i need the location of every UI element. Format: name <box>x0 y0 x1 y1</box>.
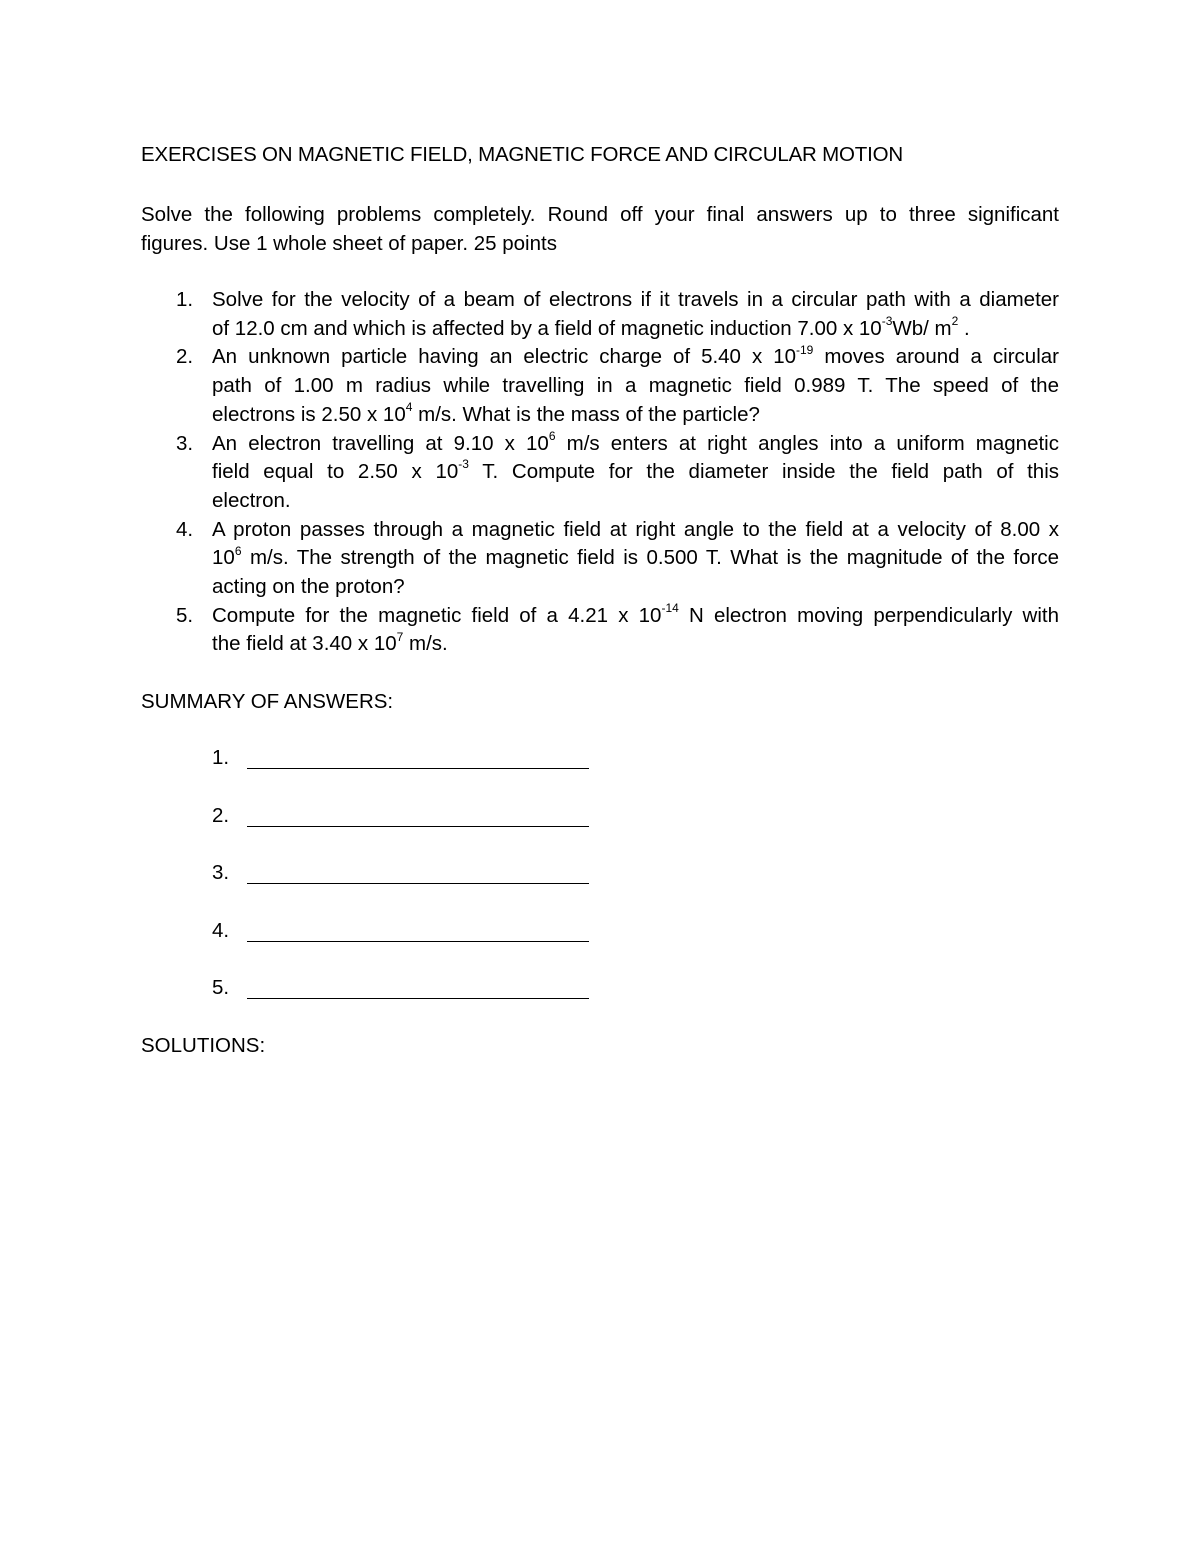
exponent: 6 <box>548 428 556 443</box>
problem-number: 4. <box>176 517 194 541</box>
problem-text: electrons is 2.50 x 10 <box>212 402 406 426</box>
problem-text-line <box>212 430 1059 459</box>
problem-text-line <box>212 544 1059 573</box>
instructions-paragraph <box>141 200 1059 258</box>
answer-blank <box>247 826 589 827</box>
problem-text: Wb/ m <box>892 316 952 340</box>
problem-text: . <box>958 316 970 340</box>
exponent: -19 <box>796 342 814 357</box>
exponent: 7 <box>396 629 404 644</box>
problem-item-1 <box>141 286 1059 343</box>
problem-text-line <box>212 401 1059 430</box>
exponent: -3 <box>458 457 469 472</box>
problem-item-2 <box>141 343 1059 429</box>
answer-number: 2. <box>212 803 230 827</box>
problem-text-line: electron. <box>212 488 291 512</box>
problem-item-5 <box>141 602 1059 659</box>
instructions-line-1: Solve the following problems completely. Round off your final answers up to three significant <box>141 203 1059 226</box>
problem-text: m/s. What is the mass of the particle? <box>412 402 760 426</box>
answer-number: 5. <box>212 976 230 999</box>
problem-text: 10 <box>212 546 235 570</box>
problem-number: 1. <box>176 288 194 311</box>
problem-item-3 <box>141 430 1059 516</box>
problem-text-line: A proton passes through a magnetic field at right angle to the field at a velocity of 8.00 x <box>212 517 1059 541</box>
answer-blank <box>247 768 589 769</box>
answer-number: 1. <box>212 746 230 769</box>
problem-text: the field at 3.40 x 10 <box>212 632 397 656</box>
problem-item-4 <box>141 516 1059 602</box>
problem-text: m/s. The strength of the magnetic field is 0.500 T. What is the magnitude of the force <box>241 546 1059 570</box>
problem-text-line <box>212 630 1059 659</box>
problem-text-line: Solve for the velocity of a beam of electrons if it travels in a circular path with a diameter <box>212 288 1059 311</box>
problem-text: m/s enters at right angles into a uniform magnetic <box>555 431 1059 455</box>
page-title: EXERCISES ON MAGNETIC FIELD, MAGNETIC FORCE AND CIRCULAR MOTION <box>141 143 903 166</box>
problem-text: m/s. <box>403 632 448 656</box>
exponent: 4 <box>405 399 413 414</box>
problem-text: N electron moving perpendicularly with <box>678 603 1059 627</box>
problem-text-line <box>212 343 1059 372</box>
problem-number: 5. <box>176 603 194 627</box>
answer-blank <box>247 998 589 999</box>
exponent: 6 <box>234 543 242 558</box>
problem-text: Compute for the magnetic field of a 4.21 x 10 <box>212 603 662 627</box>
problem-text-line <box>212 602 1059 631</box>
problem-text: An electron travelling at 9.10 x 10 <box>212 431 549 455</box>
problem-text-line <box>212 315 1059 344</box>
answer-number: 4. <box>212 918 230 942</box>
problem-text-line <box>212 458 1059 487</box>
problem-text: moves around a circular <box>813 345 1059 369</box>
problem-text: of 12.0 cm and which is affected by a field of magnetic induction 7.00 x 10 <box>212 316 882 340</box>
exponent: -3 <box>881 313 893 328</box>
exponent: 2 <box>951 313 959 328</box>
problem-text: field equal to 2.50 x 10 <box>212 460 459 484</box>
answer-blank <box>247 941 589 942</box>
problem-number: 3. <box>176 431 194 455</box>
problem-text: T. Compute for the diameter inside the field path of this <box>468 460 1060 484</box>
answer-blank <box>247 883 589 884</box>
solutions-heading: SOLUTIONS: <box>141 1034 266 1057</box>
problem-text-line: path of 1.00 m radius while travelling in a magnetic field 0.989 T. The speed of the <box>212 374 1059 398</box>
summary-heading: SUMMARY OF ANSWERS: <box>141 690 394 713</box>
answer-number: 3. <box>212 861 230 884</box>
exponent: -14 <box>661 600 679 615</box>
problem-text: An unknown particle having an electric charge of 5.40 x 10 <box>212 345 796 369</box>
instructions-line-2: figures. Use 1 whole sheet of paper. 25 points <box>141 232 557 255</box>
problem-text-line: acting on the proton? <box>212 575 405 599</box>
problem-list <box>141 286 1059 659</box>
problem-number: 2. <box>176 345 194 369</box>
